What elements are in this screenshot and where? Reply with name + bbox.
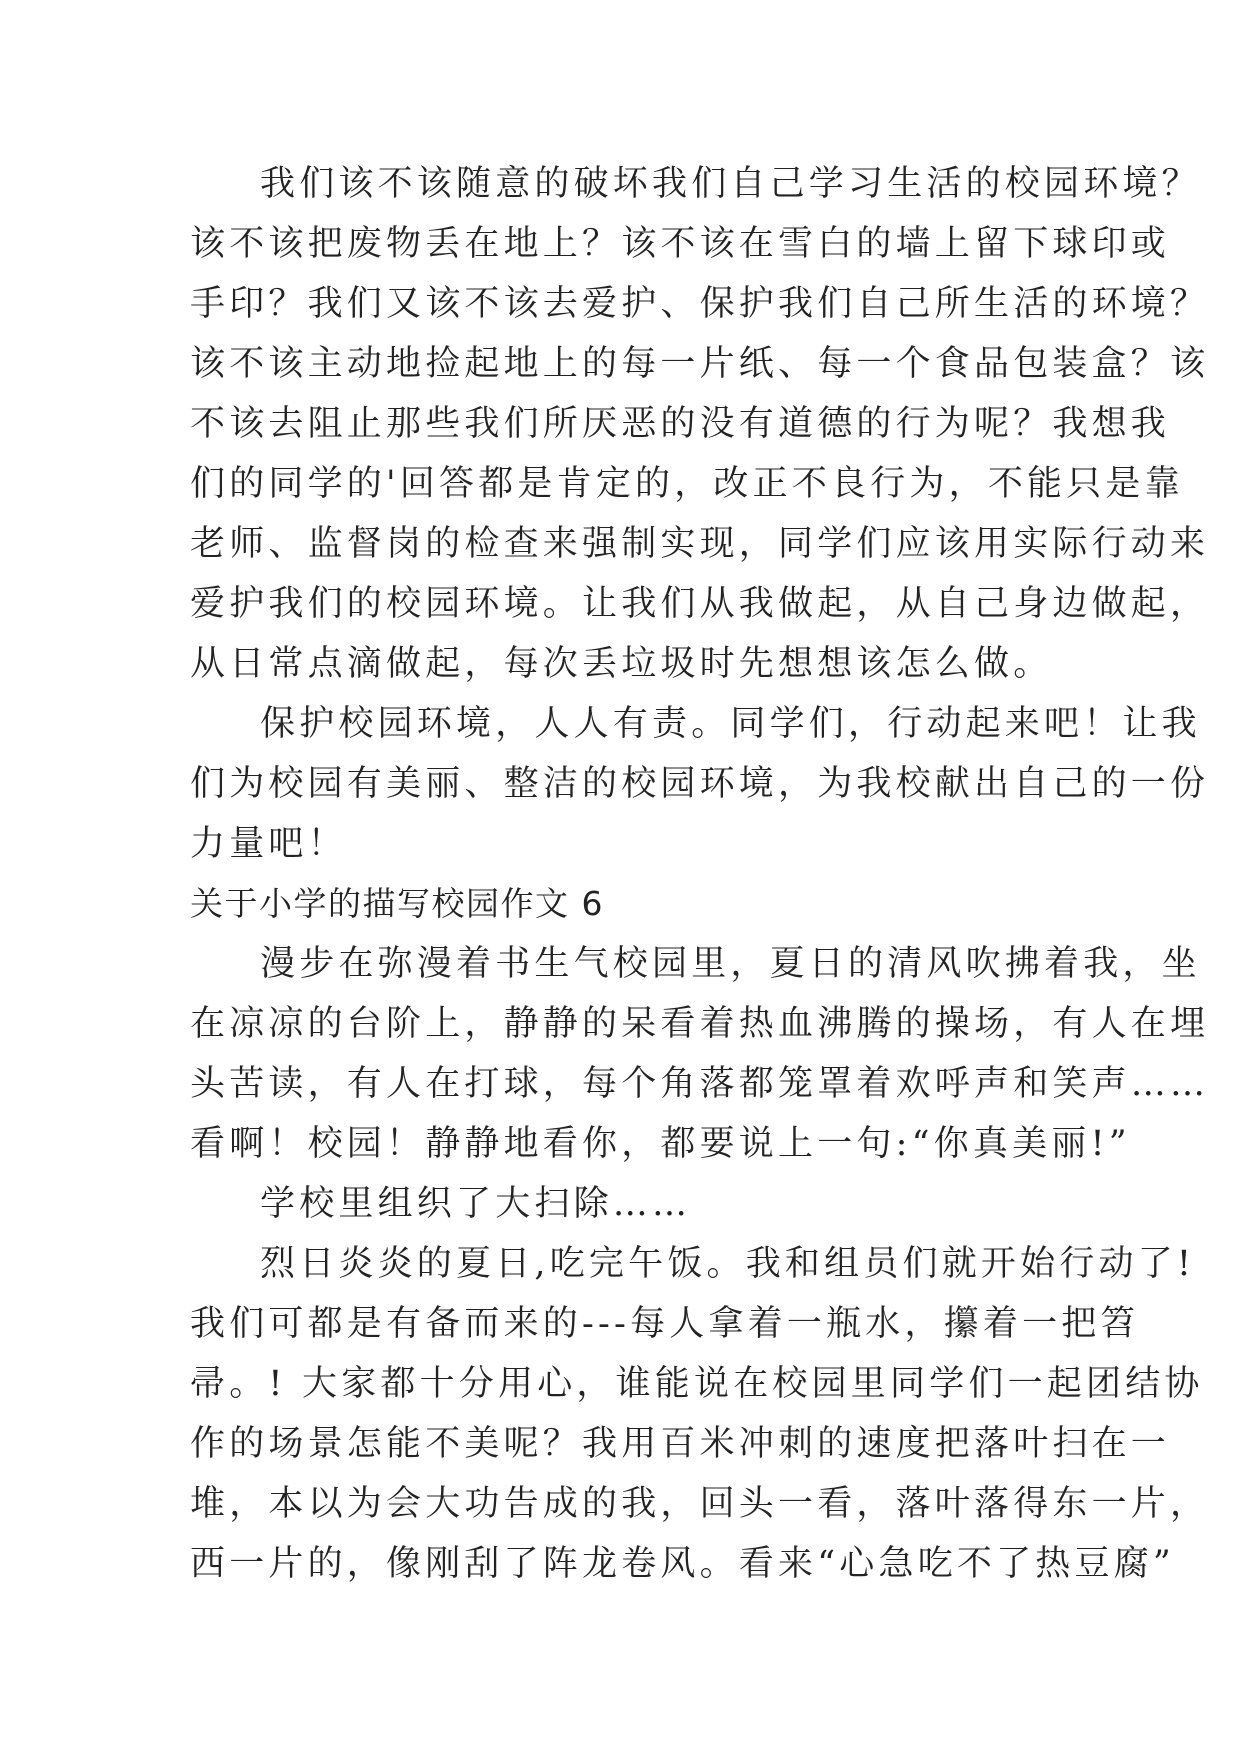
paragraph-line: 保护校园环境，人人有责。同学们，行动起来吧！让我 [260,704,1201,744]
document-body [190,154,1210,1594]
paragraph-line: 在凉凉的台阶上，静静的呆看着热血沸腾的操场，有人在埋 [190,1004,1210,1044]
paragraph-line: 堆，本以为会大功告成的我，回头一看，落叶落得东一片， [190,1484,1210,1524]
paragraph [190,1234,1210,1594]
paragraph-line: 烈日炎炎的夏日,吃完午饭。我和组员们就开始行动了! [260,1244,1196,1284]
paragraph-line: 老师、监督岗的检查来强制实现，同学们应该用实际行动来 [190,524,1210,564]
paragraph-line: 作的场景怎能不美呢？我用百米冲刺的速度把落叶扫在一 [190,1424,1171,1464]
paragraph [190,1174,1070,1234]
paragraph [190,934,1210,1174]
paragraph-line: 不该去阻止那些我们所厌恶的没有道德的行为呢？我想我 [190,404,1171,444]
paragraph-line: 漫步在弥漫着书生气校园里，夏日的清风吹拂着我，坐 [260,944,1201,984]
paragraph-line: 手印？我们又该不该去爱护、保护我们自己所生活的环境？ [190,284,1210,324]
paragraph-line: 们的同学的'回答都是肯定的，改正不良行为，不能只是靠 [190,464,1184,504]
paragraph-line: 学校里组织了大扫除…… [260,1184,692,1224]
paragraph-line: 看啊！校园！静静地看你，都要说上一句:“你真美丽!” [190,1124,1131,1164]
paragraph [190,694,1210,874]
paragraph-line: 该不该主动地捡起地上的每一片纸、每一个食品包装盒？该 [190,344,1210,384]
paragraph-line: 头苦读，有人在打球，每个角落都笼罩着欢呼声和笑声…… [190,1064,1210,1104]
paragraph-line: 爱护我们的校园环境。让我们从我做起，从自己身边做起， [190,584,1210,624]
paragraph-line: 力量吧！ [190,824,347,864]
paragraph-line: 我们可都是有备而来的---每人拿着一瓶水，攥着一把笤 [190,1304,1140,1344]
paragraph-line: 我们该不该随意的破坏我们自己学习生活的校园环境？ [260,164,1201,204]
paragraph-line: 从日常点滴做起，每次丢垃圾时先想想该怎么做。 [190,644,1053,684]
paragraph [190,154,1210,694]
section-heading: 关于小学的描写校园作文 6 [190,884,604,923]
paragraph-line: 西一片的，像刚刮了阵龙卷风。看来“心急吃不了热豆腐” [190,1544,1175,1584]
paragraph-line: 们为校园有美丽、整洁的校园环境，为我校献出自己的一份 [190,764,1210,804]
paragraph-line: 帚。! 大家都十分用心，谁能说在校园里同学们一起团结协 [190,1364,1204,1404]
paragraph-line: 该不该把废物丢在地上？该不该在雪白的墙上留下球印或 [190,224,1171,264]
